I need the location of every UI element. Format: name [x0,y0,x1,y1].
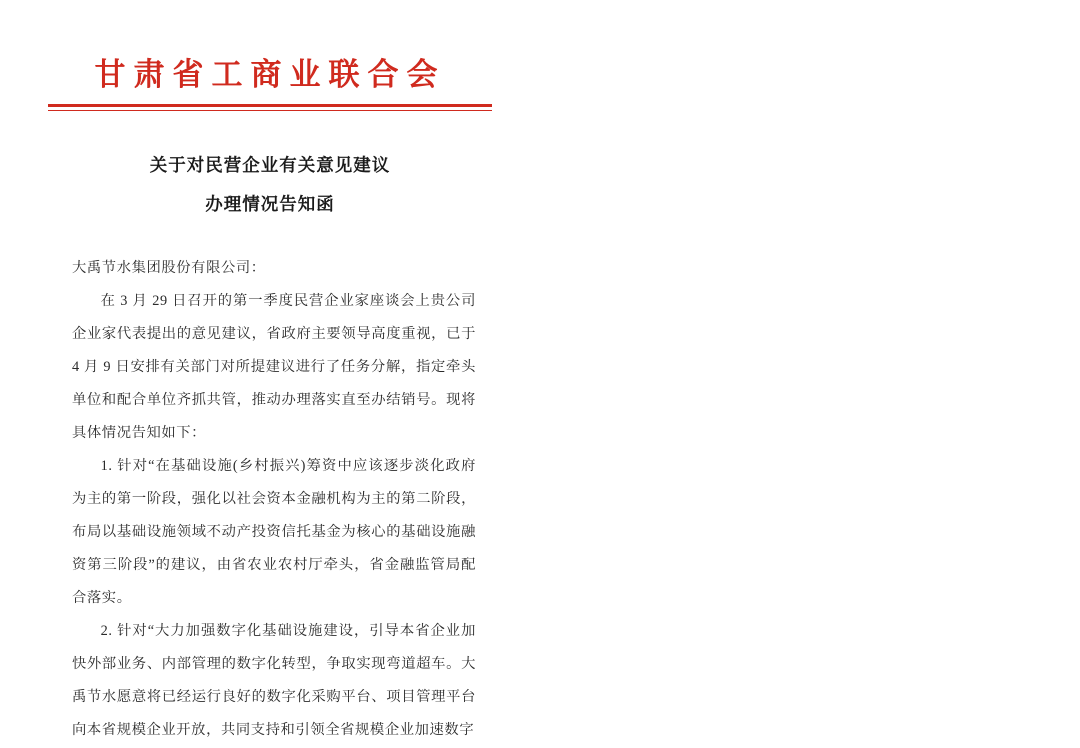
left-body-text [72,252,476,747]
document-title-line-2: 办理情况告知函 [205,194,335,214]
letterhead-rule-thin [48,110,492,111]
paragraph: 在 3 月 29 日召开的第一季度民营企业家座谈会上贵公司企业家代表提出的意见建议，省政府主要领导高度重视，已于 4 月 9 日安排有关部门对所提建议进行了任务分解，指定牵头单位和配合单位齐抓共管，推动办理落实直至办结销号。现将具体情况告知如下： [72,293,476,441]
salutation: 大禹节水集团股份有限公司： [72,260,266,276]
letterhead-rule-thick [48,104,492,107]
letterhead [48,58,492,111]
document-title-line-1: 关于对民营企业有关意见建议 [149,155,391,175]
paragraph: 1. 针对“在基础设施(乡村振兴)筹资中应该逐步淡化政府为主的第一阶段，强化以社会资本金融机构为主的第二阶段，布局以基础设施领域不动产投资信托基金为核心的基础设施融资第三阶段”的建议，由省农业农村厅牵头，省金融监管局配合落实。 [72,458,476,606]
letterhead-title: 甘肃省工商业联合会 [94,57,446,93]
right-page [540,0,1080,748]
paragraph: 2. 针对“大力加强数字化基础设施建设，引导本省企业加快外部业务、内部管理的数字化转型，争取实现弯道超车。大禹节水愿意将已经运行良好的数字化采购平台、项目管理平台向本省规模企业开放，共同支持和引领全省规模企业加速数字 [72,623,476,738]
